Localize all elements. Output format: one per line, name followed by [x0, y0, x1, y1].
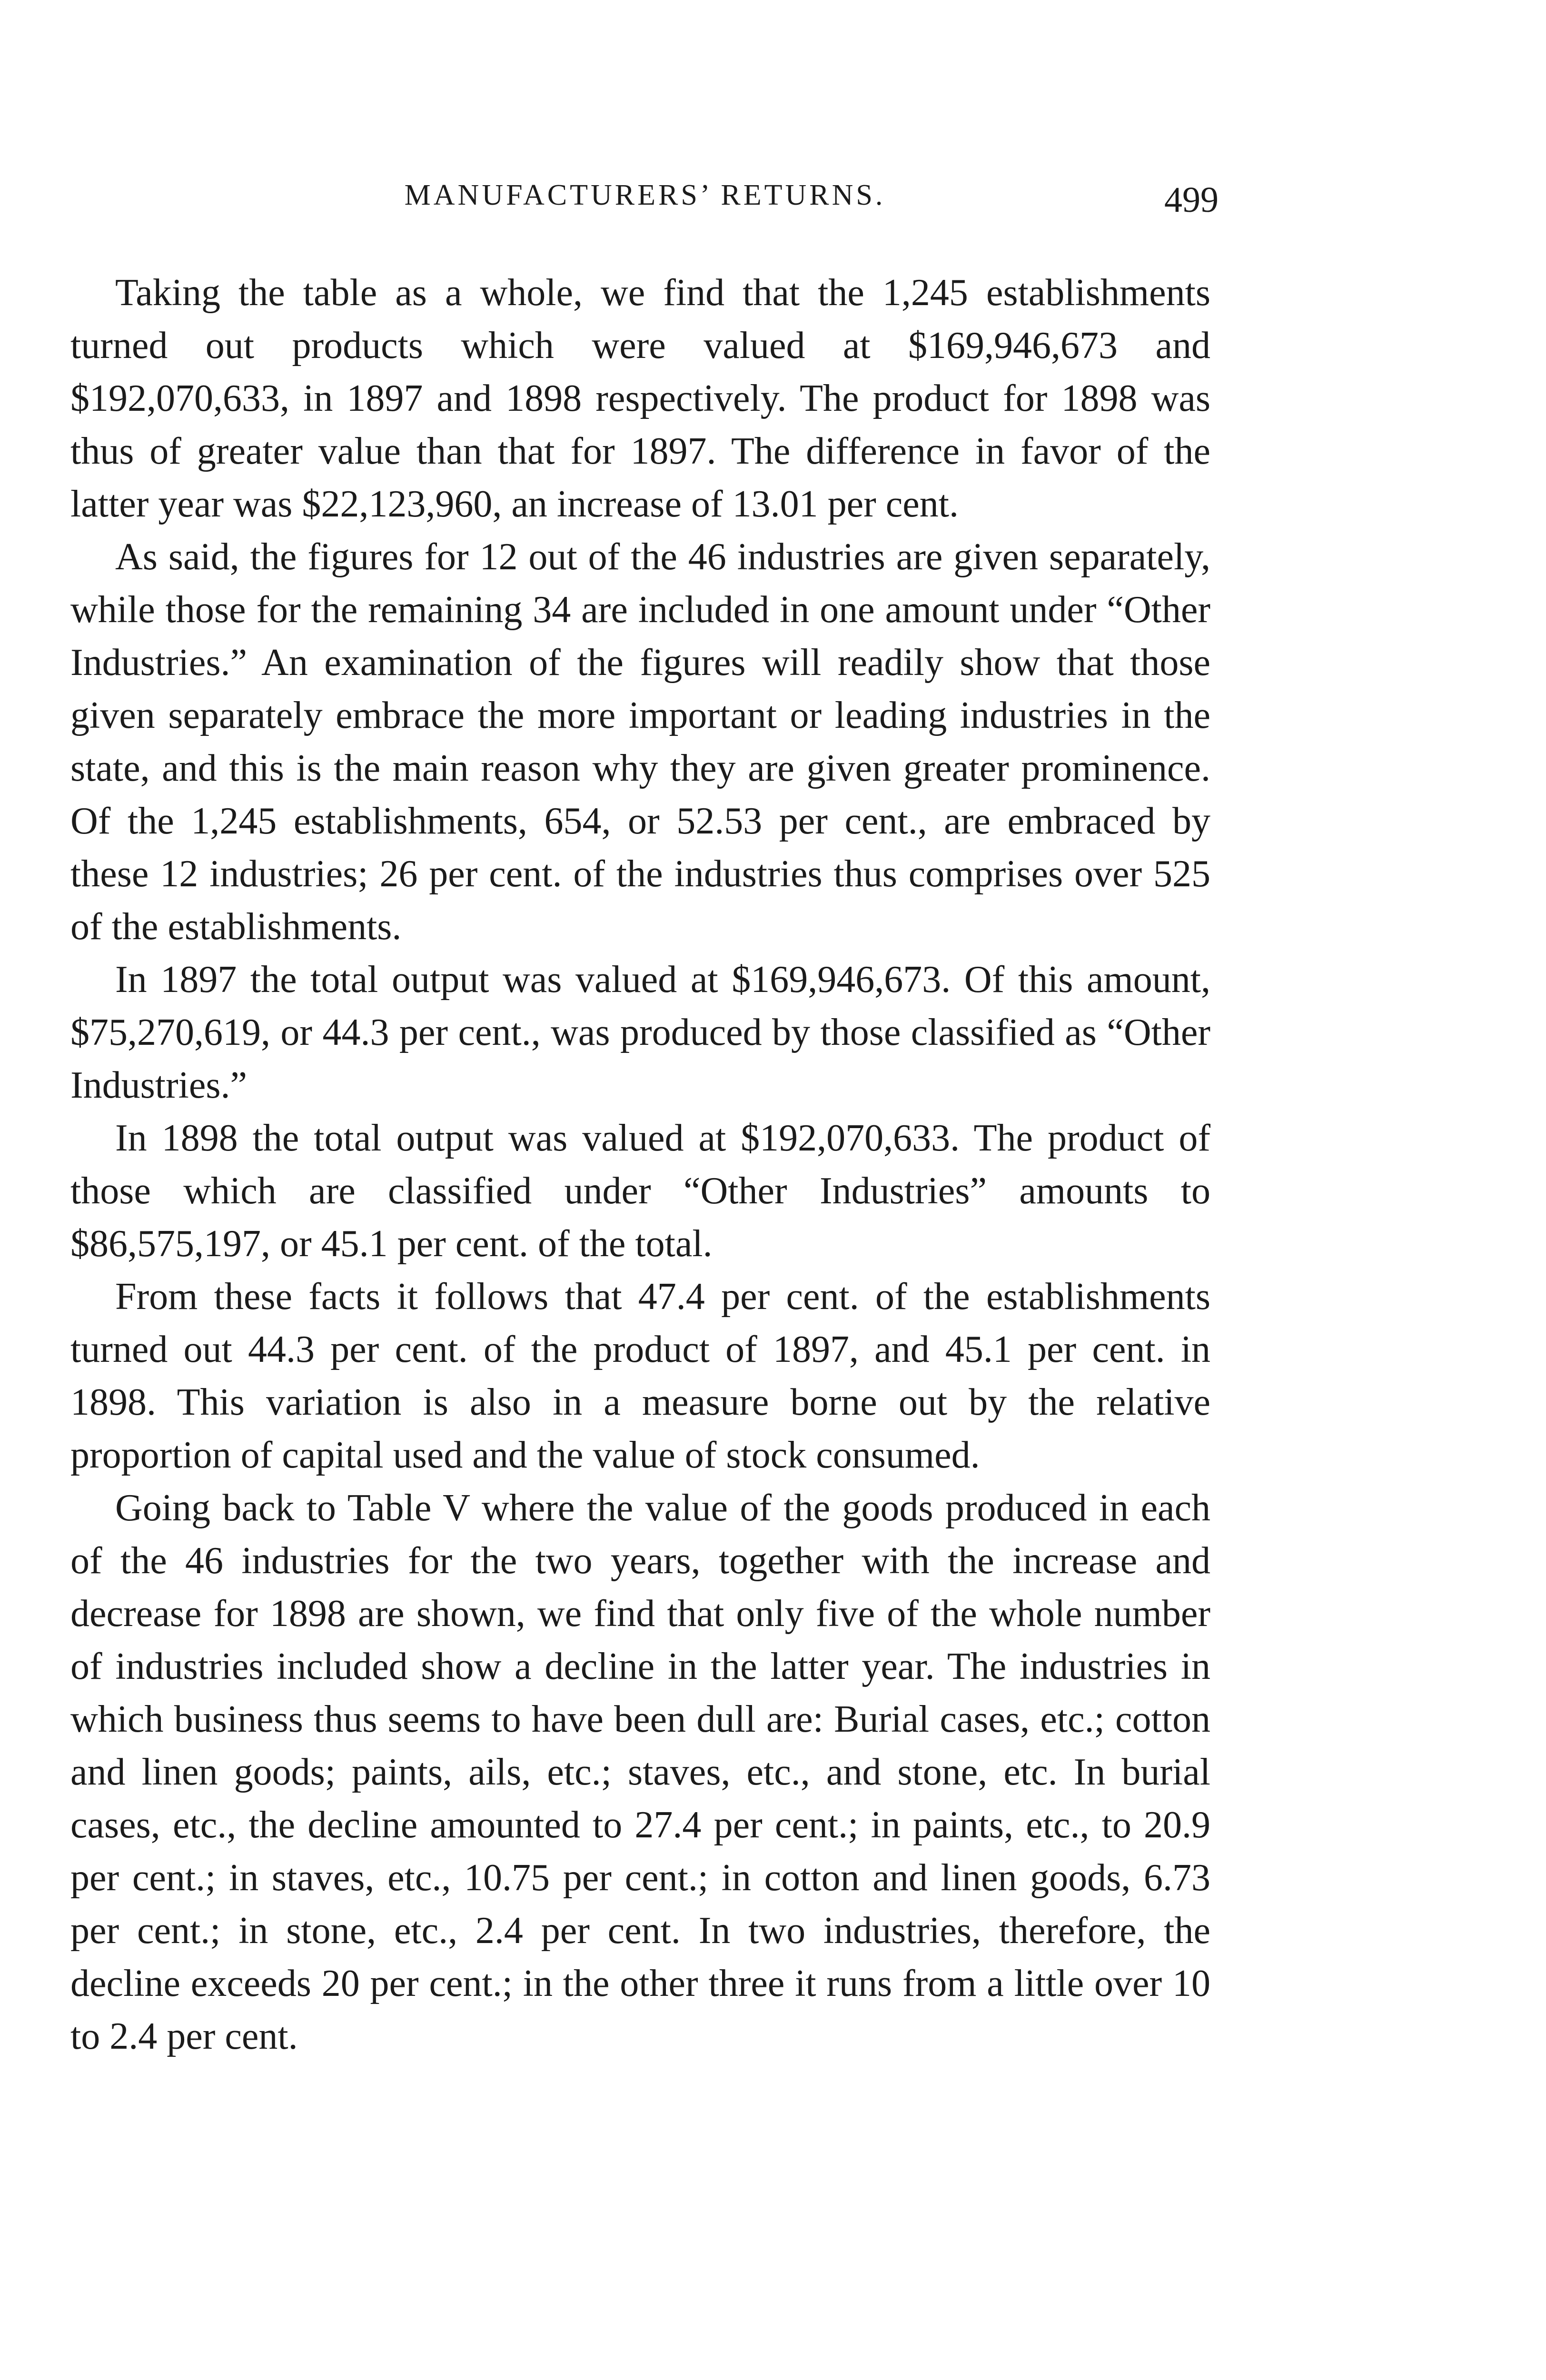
page-header — [71, 178, 1219, 236]
paragraph-1897-output: In 1897 the total output was valued at $169,946,673. Of this amount, $75,270,619, or 44.3 per cent., was produced by those classified as “Other Industries.” — [70, 959, 1210, 1106]
body-text — [70, 267, 1210, 2063]
paragraph-1898-output: In 1898 the total output was valued at $192,070,633. The product of those which are classified under “Other Industries” amounts to $86,575,197, or 45.1 per cent. of the total. — [70, 1117, 1210, 1265]
paragraph-proportions: From these facts it follows that 47.4 per cent. of the establishments turned out 44.3 per cent. of the product of 1897, and 45.1 per cent. in 1898. This variation is also in a measure borne out by the relative proportion of capital used and the value of stock consumed. — [70, 1276, 1210, 1476]
paragraph-declines: Going back to Table V where the value of the goods produced in each of the 46 industries for the two years, together with the increase and decrease for 1898 are shown, we find that only five of the whole number of industries included show a decline in the latter year. The industries in which business thus seems to have been dull are: Burial cases, etc.; cotton and linen goods; paints, ails, etc.; staves, etc., and stone, etc. In burial cases, etc., the decline amounted to 27.4 per cent.; in paints, etc., to 20.9 per cent.; in staves, etc., 10.75 per cent.; in cotton and linen goods, 6.73 per cent.; in stone, etc., 2.4 per cent. In two industries, therefore, the decline exceeds 20 per cent.; in the other three it runs from a little over 10 to 2.4 per cent. — [70, 1487, 1210, 2057]
running-title: MANUFACTURERS’ RETURNS. — [404, 179, 886, 211]
paragraph-industries: As said, the figures for 12 out of the 46 industries are given separately, while those for the remaining 34 are included in one amount under “Other Industries.” An examination of the figures will readily show that those given separately embrace the more important or leading industries in the state, and this is the main reason why they are given greater prominence. Of the 1,245 establishments, 654, or 52.53 per cent., are embraced by these 12 industries; 26 per cent. of the industries thus comprises over 525 of the establishments. — [70, 536, 1210, 948]
page-number: 499 — [1164, 180, 1219, 220]
paragraph-totals: Taking the table as a whole, we find that the 1,245 establishments turned out products which were valued at $169,946,673 and $192,070,633, in 1897 and 1898 respectively. The product for 1898 was thus of greater value than that for 1897. The difference in favor of the latter year was $22,123,960, an increase of 13.01 per cent. — [70, 272, 1210, 525]
